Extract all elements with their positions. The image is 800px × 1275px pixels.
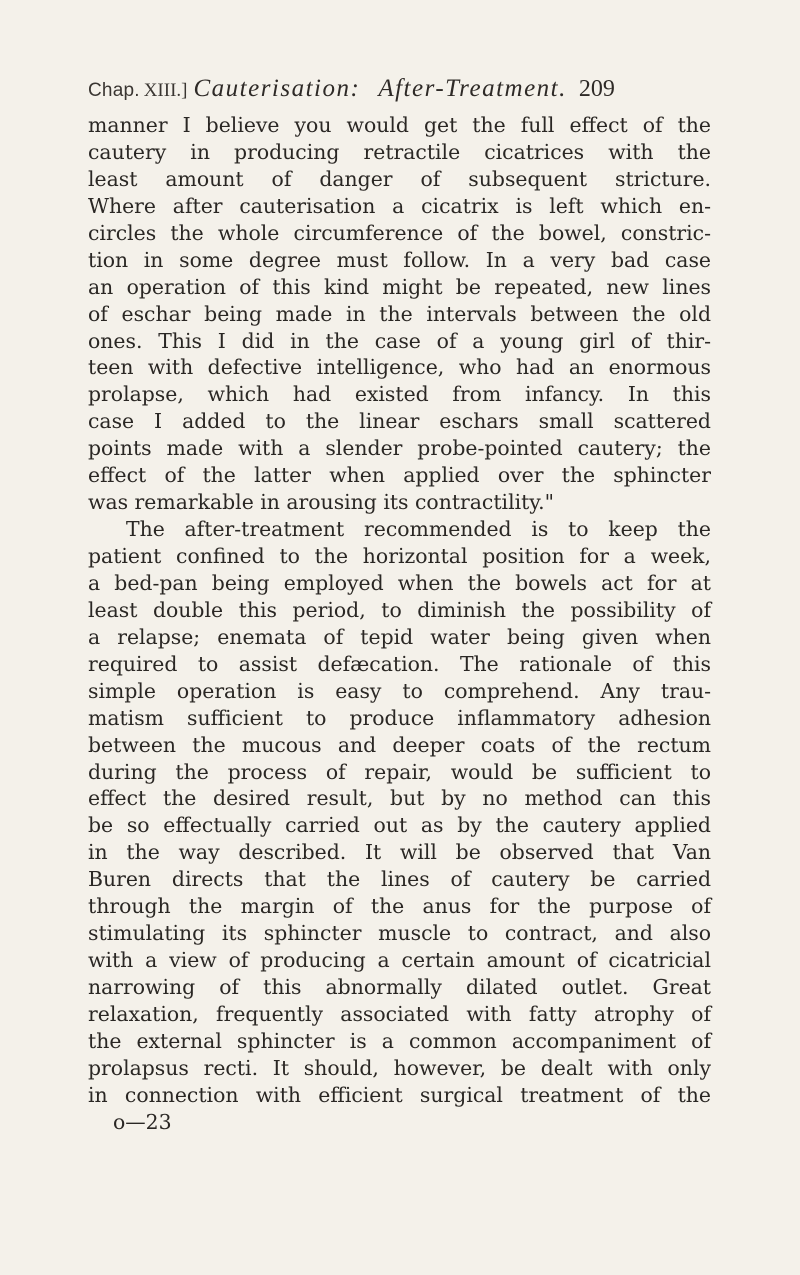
running-title-left: Cauterisation: xyxy=(193,75,361,102)
text-line: of eschar being made in the intervals between the old xyxy=(88,301,711,326)
text-line: prolapsus recti. It should, however, be dealt with only xyxy=(88,1055,711,1080)
chapter-number: XIII.] xyxy=(143,80,188,101)
text-line: through the margin of the anus for the purpose of xyxy=(88,894,711,919)
text-line: relaxation, frequently associated with fatty atrophy of xyxy=(88,1001,711,1026)
text-line: case I added to the linear eschars small scattered xyxy=(88,409,711,434)
text-line: effect of the latter when applied over the sphincter xyxy=(88,463,711,488)
text-line: Where after cauterisation a cicatrix is left which en- xyxy=(88,193,711,218)
text-line: prolapse, which had existed from infancy. In this xyxy=(88,382,711,407)
signature-mark: o—23 xyxy=(113,1110,172,1134)
text-line: tion in some degree must follow. In a very bad case xyxy=(88,247,711,272)
text-line: was remarkable in arousing its contractility." xyxy=(88,490,554,515)
text-line: the external sphincter is a common accompaniment of xyxy=(88,1028,711,1053)
text-line: stimulating its sphincter muscle to contract, and also xyxy=(88,921,711,946)
running-head xyxy=(88,69,718,109)
text-line: cautery in producing retractile cicatrices with the xyxy=(88,139,711,164)
text-line: ones. This I did in the case of a young girl of thir- xyxy=(88,328,711,353)
text-line: effect the desired result, but by no method can this xyxy=(88,786,711,811)
text-line: least double this period, to diminish the possibility of xyxy=(88,597,711,622)
text-line: Buren directs that the lines of cautery be carried xyxy=(88,867,711,892)
body-text xyxy=(88,112,711,1109)
text-line: circles the whole circumference of the bowel, constric- xyxy=(88,220,711,245)
text-line: points made with a slender probe-pointed cautery; the xyxy=(88,436,711,461)
text-line: teen with defective intelligence, who had an enormous xyxy=(88,355,711,380)
text-line: The after-treatment recommended is to keep the xyxy=(126,517,711,542)
text-line: be so effectually carried out as by the cautery applied xyxy=(88,813,711,838)
text-line: in connection with efficient surgical treatment of the xyxy=(88,1082,711,1107)
text-line: between the mucous and deeper coats of the rectum xyxy=(88,732,711,757)
text-line: manner I believe you would get the full effect of the xyxy=(88,113,711,137)
text-line: during the process of repair, would be sufficient to xyxy=(88,759,711,784)
text-line: narrowing of this abnormally dilated outlet. Great xyxy=(88,975,711,999)
text-line: matism sufficient to produce inflammatory adhesion xyxy=(88,705,711,730)
text-line: patient confined to the horizontal position for a week, xyxy=(88,544,711,568)
text-line: least amount of danger of subsequent stricture. xyxy=(88,166,711,191)
text-line: required to assist defæcation. The rationale of this xyxy=(88,651,711,676)
text-line: a relapse; enemata of tepid water being given when xyxy=(88,624,711,649)
text-line: a bed-pan being employed when the bowels act for at xyxy=(88,570,711,595)
text-line: with a view of producing a certain amount of cicatricial xyxy=(88,948,711,973)
page-number: 209 xyxy=(578,76,615,102)
text-line: in the way described. It will be observed that Van xyxy=(88,840,711,865)
text-line: simple operation is easy to comprehend. Any trau- xyxy=(88,678,711,703)
text-line: an operation of this kind might be repeated, new lines xyxy=(88,274,711,299)
running-title-right: After-Treatment. xyxy=(378,75,567,102)
chapter-label: Chap. xyxy=(88,80,140,101)
